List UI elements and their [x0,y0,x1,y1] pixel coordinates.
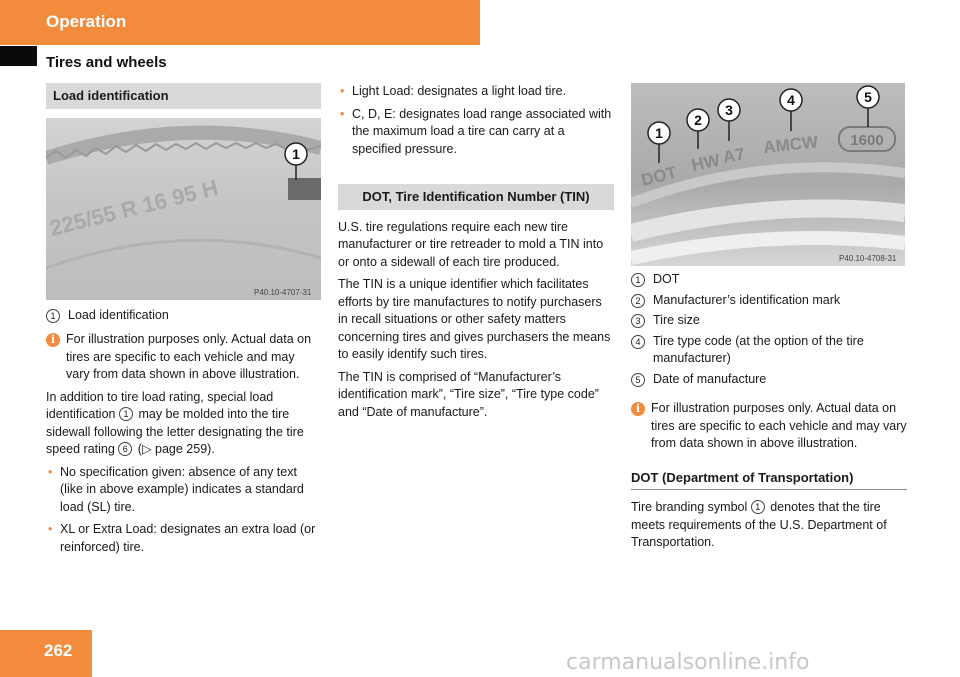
tin-image [631,83,905,266]
dot-paragraph: Tire branding symbol 1 denotes that the tire meets requirements of the U.S. Department of Transportation. [631,500,887,549]
info-icon: i [631,402,645,416]
page-subtitle: Tires and wheels [46,54,167,71]
inline-number: 6 [118,442,132,456]
paragraph: The TIN is a unique identifier which facilitates efforts by tire manufactures to notify purchasers in recall situations or other safety matters concerning tires and gives purchasers the means to easily identify such tires. [338,277,611,361]
legend-text: Load identification [68,307,169,322]
section-heading-load-identification: Load identification [46,83,321,109]
subheading-dot: DOT (Department of Transportation) [631,469,907,491]
list-item: • XL or Extra Load: designates an extra load (or reinforced) tire. [48,522,316,554]
legend-item: 1 DOT [631,271,907,289]
sidewall-text: 225/55 R 16 95 H [47,174,221,241]
svg-text:HW: HW [689,150,722,175]
info-note [631,400,907,453]
legend-item: 2 Manufacturer’s identification mark [631,292,907,310]
list-item: • No specification given: absence of any text (like in above example) indicates a standard load (SL) tire. [48,464,304,514]
legend-number: 1 [46,309,60,323]
paragraph: The TIN is comprised of “Manufacturer’s identification mark”, “Tire size”, “Tire type code” and “Date of manufacture”. [338,369,599,419]
info-note [46,331,321,384]
list-item: • Light Load: designates a light load tire. [340,84,567,98]
image-code: P40.10-4707-31 [254,287,312,297]
svg-text:3: 3 [725,102,733,118]
info-text: For illustration purposes only. Actual data on tires are specific to each vehicle and may vary from data shown in above illustration. [651,401,907,450]
header-tab-marker [0,46,37,66]
svg-text:DOT: DOT [639,162,679,190]
svg-text:P40.10-4708-31: P40.10-4708-31 [839,254,897,263]
column-3 [631,83,907,557]
svg-text:1600: 1600 [850,132,884,149]
svg-text:AMCW: AMCW [762,132,819,157]
load-identification-image [46,118,321,300]
legend-item: 3 Tire size [631,312,907,330]
inline-number: 1 [751,500,765,514]
legend-item: 5 Date of manufacture [631,371,907,389]
section-heading-tin: DOT, Tire Identification Number (TIN) [338,184,614,210]
watermark: carmanualsonline.info [566,650,810,675]
svg-text:4: 4 [787,92,795,108]
list-item: • C, D, E: designates load range associated with the maximum load a tire can carry at a specified pressure. [340,106,612,156]
info-icon: i [46,333,60,347]
svg-text:2: 2 [694,112,702,128]
info-text: For illustration purposes only. Actual data on tires are specific to each vehicle and may vary from data shown in above illustration. [66,332,312,381]
callout-1-label: 1 [292,145,300,162]
column-2 [338,83,614,426]
column-1 [46,83,321,561]
svg-text:A7: A7 [721,144,747,167]
legend-item [46,307,321,325]
page-number: 262 [44,641,73,660]
svg-text:5: 5 [864,89,872,105]
load-paragraph: In addition to tire load rating, special load identification 1 may be molded into the tire sidewall following the letter designating the tire speed rating 6 (▷ page 259). [46,389,304,456]
inline-number: 1 [119,407,133,421]
section-title: Operation [46,12,127,31]
svg-text:1: 1 [655,125,663,141]
paragraph: U.S. tire regulations require each new tire manufacturer or tire retreader to mold a TIN into or onto a sidewall of each tire produced. [338,219,604,269]
legend-item: 4 Tire type code (at the option of the tire manufacturer) [631,333,907,368]
